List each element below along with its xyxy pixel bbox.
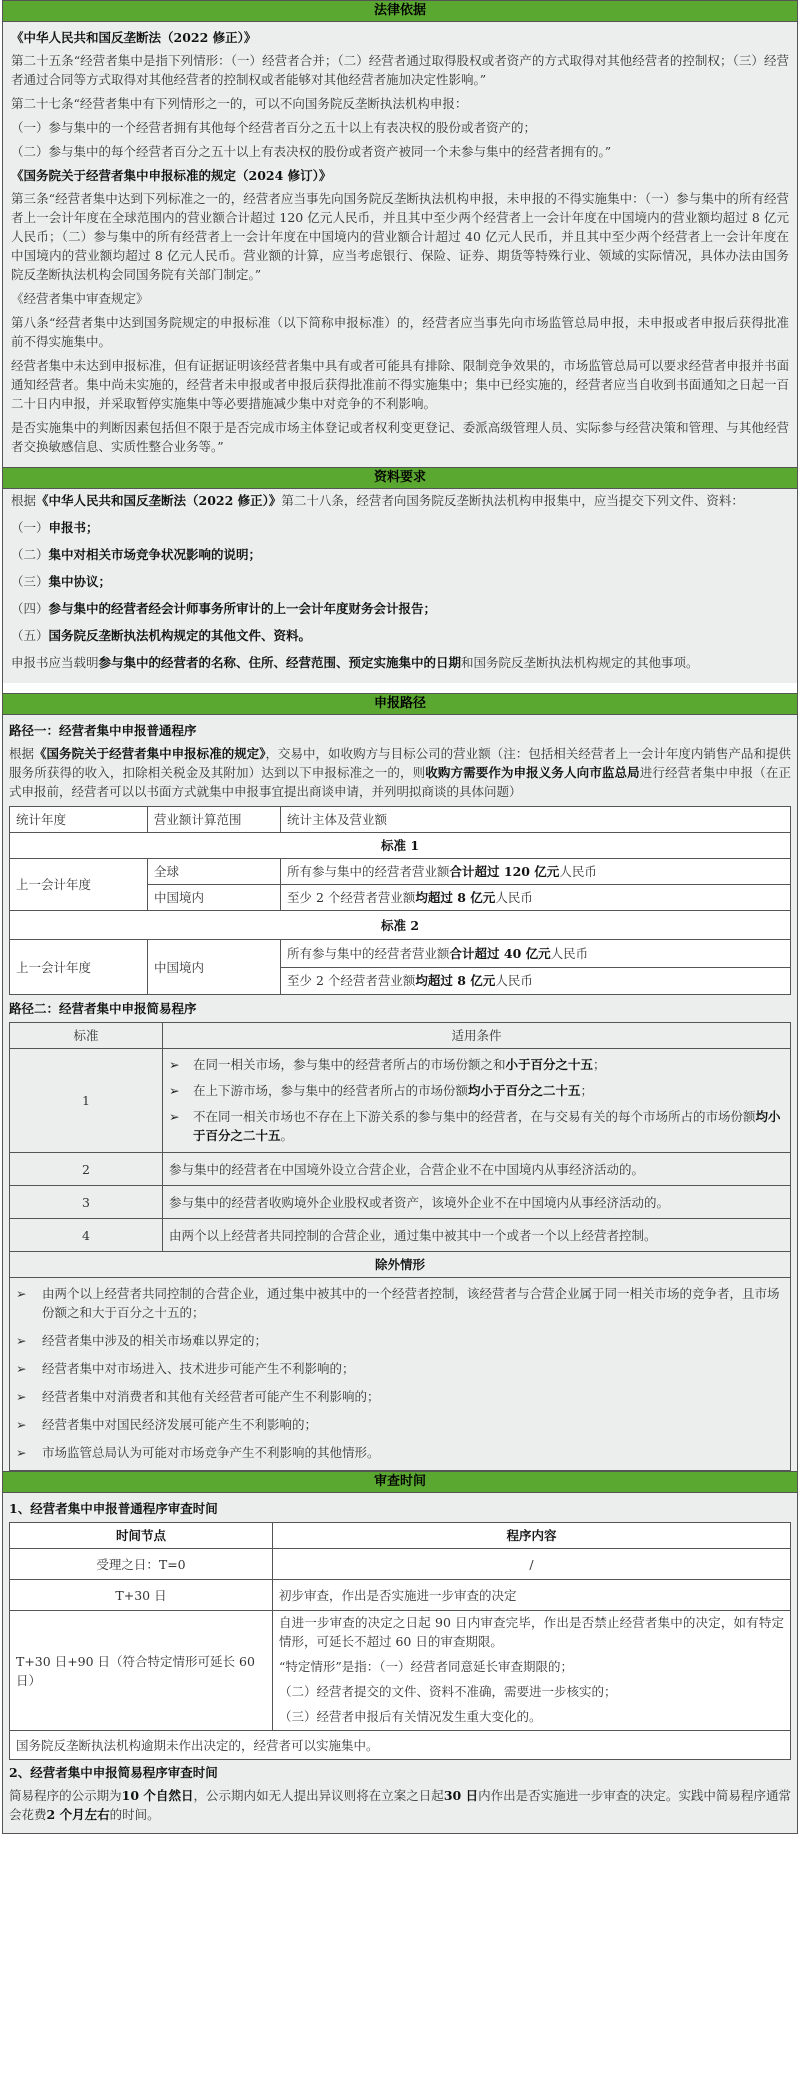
law2-article3: 第三条“经营者集中达到下列标准之一的，经营者应当事先向国务院反垄断执法机构申报，未申报的不得实施集中：（一）参与集中的所有经营者上一会计年度在全球范围内的营业额合计超过 120 亿元人民币，并且其中至少两个经营者上一会计年度在中国境内的营业额均超过 8 亿元人民币；（二）参与集中的所有经营者上一会计年度在中国境内的营业额合计超过 40 亿元人民币，并且其中至少两个经营者上一会计年度在中国境内的营业额均超过 8 亿元人民币。营业额的计算，应当考虑银行、保险、证券、期货等特殊行业、领域的实际情况，具体办法由国务院反垄断执法机构会同国务院有关部门制定。” xyxy=(11,191,789,282)
exceptions-title: 除外情形 xyxy=(10,1252,791,1278)
simple-std4-cond: 由两个以上经营者共同控制的合营企业，通过集中被其中一个或者一个以上经营者控制。 xyxy=(163,1219,791,1252)
law3-article8-para3: 是否实施集中的判断因素包括但不限于是否完成市场主体登记或者权利变更登记、委派高级管理人员、实际参与经营决策和管理、与其他经营者交换敏感信息、实质性整合业务等。” xyxy=(11,420,789,454)
arrow-bullet-icon: ➢ xyxy=(16,1445,27,1460)
std2-scope: 中国境内 xyxy=(148,940,281,995)
arrow-bullet-icon: ➢ xyxy=(169,1109,180,1124)
std-header-year: 统计年度 xyxy=(10,807,148,833)
std1-scope-china: 中国境内 xyxy=(148,885,281,911)
materials-body xyxy=(3,489,797,683)
arrow-bullet-icon: ➢ xyxy=(169,1057,180,1072)
review-row3-content: 自进一步审查的决定之日起 90 日内审查完毕，作出是否禁止经营者集中的决定，如有特定情形，可延长不超过 60 日的审查期限。 “特定情形”是指：（一）经营者同意延长审查期限的； （二）经营者提交的文件、资料不准确，需要进一步核实的； （三）经营者申报后有关情况发生重大变化的。 xyxy=(273,1611,791,1731)
exception-item: ➢ 经营者集中涉及的相关市场难以界定的； xyxy=(16,1333,268,1348)
exception-item: ➢ 经营者集中对国民经济发展可能产生不利影响的； xyxy=(16,1417,318,1432)
std2-total-cond: 所有参与集中的经营者营业额合计超过 40 亿元人民币 xyxy=(281,940,791,968)
law1-article27-item1: （一）参与集中的一个经营者拥有其他每个经营者百分之五十以上有表决权的股份或者资产的； xyxy=(11,120,537,135)
review-row3-time: T+30 日+90 日（符合特定情形可延长 60 日） xyxy=(10,1611,273,1731)
std-header-subject: 统计主体及营业额 xyxy=(281,807,791,833)
simple-std1-cond-c: ➢ 不在同一相关市场也不存在上下游关系的参与集中的经营者，在与交易有关的每个市场所占的市场份额均小于百分之二十五。 xyxy=(169,1109,781,1143)
materials-item-1: （一）申报书； xyxy=(11,520,99,535)
simple-std3-num: 3 xyxy=(10,1186,163,1219)
std1-title: 标准 1 xyxy=(10,833,791,859)
review-note: 国务院反垄断执法机构逾期未作出决定的，经营者可以实施集中。 xyxy=(10,1731,791,1760)
simple-std2-cond: 参与集中的经营者在中国境外设立合营企业，合营企业不在中国境内从事经济活动的。 xyxy=(163,1153,791,1186)
route1-desc: 根据《国务院关于经营者集中申报标准的规定》，交易中，如收购方与目标公司的营业额（注：包括相关经营者上一会计年度内销售产品和提供服务所获得的收入，扣除相关税金及其附加）达到以下申报标准之一的，则收购方需要作为申报义务人向市监总局进行经营者集中申报（在正式申报前，经营者可以以书面方式就集中申报事宜提出商谈申请，并列明拟商谈的具体问题） xyxy=(9,746,791,799)
materials-item-2: （二）集中对相关市场竞争状况影响的说明； xyxy=(11,547,262,562)
review-body xyxy=(3,1493,797,1833)
arrow-bullet-icon: ➢ xyxy=(16,1417,27,1432)
law3-article8-para2: 经营者集中未达到申报标准，但有证据证明该经营者集中具有或者可能具有排除、限制竞争效果的，市场监管总局可以要求经营者申报并书面通知经营者。集中尚未实施的，经营者未申报或者申报后获得批准前不得实施集中；集中已经实施的，经营者应当自收到书面通知之日起一百二十日内申报，并采取暂停实施集中等必要措施减少集中对竞争的不利影响。 xyxy=(11,358,789,411)
simple-std1-conds xyxy=(163,1049,791,1153)
law1-article25: 第二十五条“经营者集中是指下列情形：（一）经营者合并；（二）经营者通过取得股权或者资产的方式取得对其他经营者的控制权；（三）经营者通过合同等方式取得对其他经营者的控制权或者能够对其他经营者施加决定性影响。” xyxy=(11,53,789,87)
document-page xyxy=(2,0,798,1834)
std1-global-cond: 所有参与集中的经营者营业额合计超过 120 亿元人民币 xyxy=(281,859,791,885)
exception-item: ➢ 经营者集中对消费者和其他有关经营者可能产生不利影响的； xyxy=(16,1389,380,1404)
law2-title: 《国务院关于经营者集中申报标准的规定（2024 修订）》 xyxy=(11,168,332,183)
exception-item: ➢ 市场监管总局认为可能对市场竞争产生不利影响的其他情形。 xyxy=(16,1445,380,1460)
law3-title: 《经营者集中审查规定》 xyxy=(11,291,149,306)
review-row2-time: T+30 日 xyxy=(10,1580,273,1611)
std2-each-cond: 至少 2 个经营者营业额均超过 8 亿元人民币 xyxy=(281,967,791,995)
review-table xyxy=(9,1522,791,1760)
review-header: 审查时间 xyxy=(3,1471,797,1493)
exception-item: ➢ 由两个以上经营者共同控制的合营企业，通过集中被其中的一个经营者控制，该经营者与合营企业属于同一相关市场的竞争者，且市场份额之和大于百分之十五的； xyxy=(16,1286,780,1320)
review-sub2: 2、经营者集中申报简易程序审查时间 xyxy=(9,1765,218,1780)
review-row1-content: / xyxy=(273,1549,791,1580)
arrow-bullet-icon: ➢ xyxy=(16,1361,27,1376)
simple-header-std: 标准 xyxy=(10,1023,163,1049)
materials-header: 资料要求 xyxy=(3,467,797,489)
simple-std2-num: 2 xyxy=(10,1153,163,1186)
route1-title: 路径一：经营者集中申报普通程序 xyxy=(9,723,197,738)
simple-std1-cond-b: ➢ 在上下游市场，参与集中的经营者所占的市场份额均小于百分之二十五； xyxy=(169,1083,594,1098)
arrow-bullet-icon: ➢ xyxy=(16,1333,27,1348)
arrow-bullet-icon: ➢ xyxy=(16,1389,27,1404)
law1-article27: 第二十七条“经营者集中有下列情形之一的，可以不向国务院反垄断执法机构申报： xyxy=(11,96,468,111)
simple-std3-cond: 参与集中的经营者收购境外企业股权或者资产，该境外企业不在中国境内从事经济活动的。 xyxy=(163,1186,791,1219)
materials-item-4: （四）参与集中的经营者经会计师事务所审计的上一会计年度财务会计报告； xyxy=(11,601,437,616)
legal-basis-body xyxy=(3,22,797,467)
standard-table xyxy=(9,806,791,995)
arrow-bullet-icon: ➢ xyxy=(169,1083,180,1098)
materials-intro: 根据《中华人民共和国反垄断法（2022 修正）》第二十八条，经营者向国务院反垄断执法机构申报集中，应当提交下列文件、资料： xyxy=(11,493,744,508)
legal-basis-header: 法律依据 xyxy=(3,1,797,22)
exceptions-list xyxy=(9,1278,791,1471)
review-row2-content: 初步审查，作出是否实施进一步审查的决定 xyxy=(273,1580,791,1611)
path-header: 申报路径 xyxy=(3,693,797,715)
route2-title: 路径二：经营者集中申报简易程序 xyxy=(9,1001,197,1016)
std2-year: 上一会计年度 xyxy=(10,940,148,995)
simple-header-cond: 适用条件 xyxy=(163,1023,791,1049)
exception-item: ➢ 经营者集中对市场进入、技术进步可能产生不利影响的； xyxy=(16,1361,355,1376)
law3-article8: 第八条“经营者集中达到国务院规定的申报标准（以下简称申报标准）的，经营者应当事先向市场监管总局申报，未申报或者申报后获得批准前不得实施集中。 xyxy=(11,315,789,349)
simple-std1-cond-a: ➢ 在同一相关市场，参与集中的经营者所占的市场份额之和小于百分之十五； xyxy=(169,1057,606,1072)
review-sub1: 1、经营者集中申报普通程序审查时间 xyxy=(9,1501,218,1516)
std-header-scope: 营业额计算范围 xyxy=(148,807,281,833)
std1-year: 上一会计年度 xyxy=(10,859,148,911)
arrow-bullet-icon: ➢ xyxy=(16,1286,27,1301)
materials-item-3: （三）集中协议； xyxy=(11,574,112,589)
review-row1-time: 受理之日：T=0 xyxy=(10,1549,273,1580)
review-header-time: 时间节点 xyxy=(10,1523,273,1549)
materials-item-5: （五）国务院反垄断执法机构规定的其他文件、资料。 xyxy=(11,628,312,643)
std2-title: 标准 2 xyxy=(10,911,791,940)
law1-article27-item2: （二）参与集中的每个经营者百分之五十以上有表决权的股份或者资产被同一个未参与集中的经营者拥有的。” xyxy=(11,144,612,159)
path-body xyxy=(3,715,797,1471)
simple-std4-num: 4 xyxy=(10,1219,163,1252)
std1-scope-global: 全球 xyxy=(148,859,281,885)
simple-standard-table xyxy=(9,1022,791,1278)
law1-title: 《中华人民共和国反垄断法（2022 修正）》 xyxy=(11,30,257,45)
review-header-content: 程序内容 xyxy=(273,1523,791,1549)
std1-china-cond: 至少 2 个经营者营业额均超过 8 亿元人民币 xyxy=(281,885,791,911)
simple-std1-num: 1 xyxy=(10,1049,163,1153)
materials-note: 申报书应当载明参与集中的经营者的名称、住所、经营范围、预定实施集中的日期和国务院反垄断执法机构规定的其他事项。 xyxy=(11,655,699,670)
review-simple-desc: 简易程序的公示期为10 个自然日，公示期内如无人提出异议则将在立案之日起30 日内作出是否实施进一步审查的决定。实践中简易程序通常会花费2 个月左右的时间。 xyxy=(9,1788,791,1822)
